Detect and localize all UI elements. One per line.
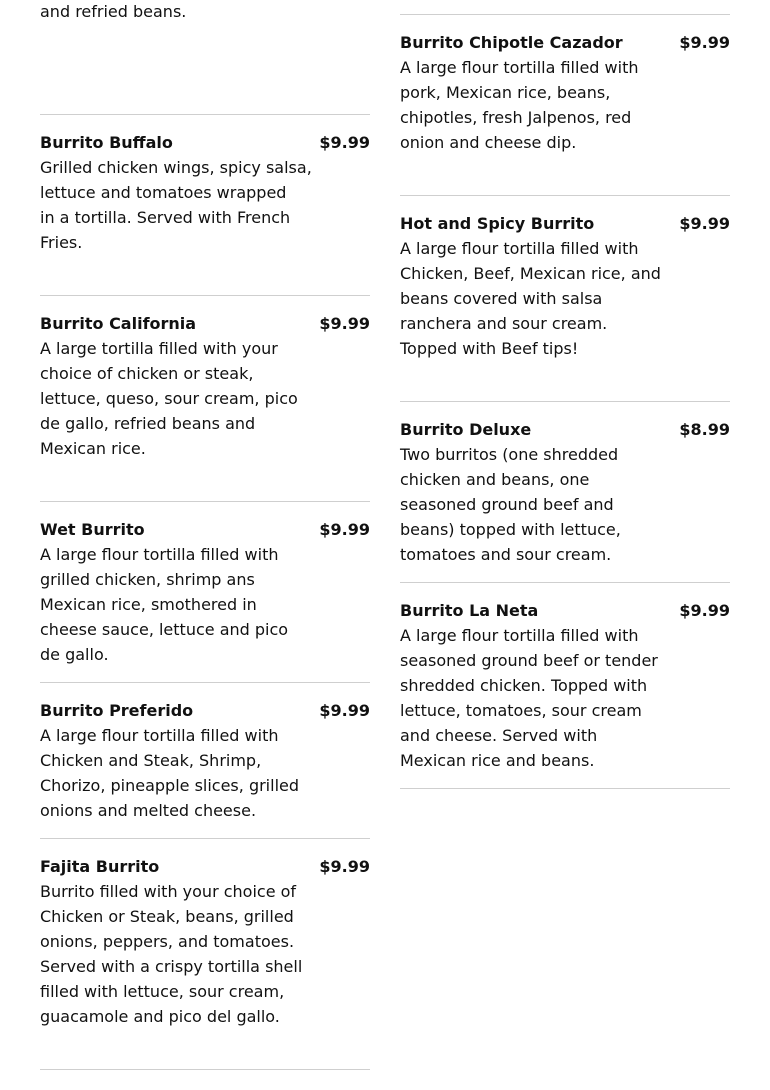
item-name: Burrito La Neta — [400, 601, 539, 620]
item-name: Burrito Preferido — [40, 701, 194, 720]
menu-item-burrito-deluxe — [400, 401, 730, 567]
menu-item-hot-and-spicy-burrito — [400, 195, 730, 361]
item-price: $9.99 — [679, 214, 730, 233]
item-name: Burrito Chipotle Cazador — [400, 33, 623, 52]
item-description: A large tortilla filled with your choice of chicken or steak, lettuce, queso, sour cream, pico de gallo, refried beans and Mexican rice. — [40, 339, 298, 458]
menu-item-burrito-preferido — [40, 682, 370, 823]
item-name: Fajita Burrito — [40, 857, 160, 876]
menu-item-burrito-chipotle-cazador — [400, 14, 730, 155]
item-name: Wet Burrito — [40, 520, 145, 539]
item-description-partial: and refried beans. — [40, 2, 187, 21]
item-description: A large flour tortilla filled with pork, Mexican rice, beans, chipotles, fresh Jalpenos, red onion and cheese dip. — [400, 58, 639, 152]
item-price: $9.99 — [679, 33, 730, 52]
item-price: $8.99 — [679, 420, 730, 439]
item-price: $9.99 — [319, 520, 370, 539]
menu-item-burrito-buffalo — [40, 114, 370, 255]
divider — [40, 1069, 370, 1070]
item-description: A large flour tortilla filled with Chicken and Steak, Shrimp, Chorizo, pineapple slices, grilled onions and melted cheese. — [40, 726, 300, 820]
item-description: Two burritos (one shredded chicken and beans, one seasoned ground beef and beans) topped with lettuce, tomatoes and sour cream. — [400, 445, 621, 564]
menu-item-fajita-burrito — [40, 838, 370, 1029]
menu-item-burrito-california — [40, 295, 370, 461]
item-description: A large flour tortilla filled with grilled chicken, shrimp ans Mexican rice, smothered in cheese sauce, lettuce and pico de gallo. — [40, 545, 289, 664]
item-description: Grilled chicken wings, spicy salsa, lettuce and tomatoes wrapped in a tortilla. Served with French Fries. — [40, 158, 312, 252]
menu-item-wet-burrito — [40, 501, 370, 667]
item-description: Burrito filled with your choice of Chicken or Steak, beans, grilled onions, peppers, and tomatoes. Served with a crispy tortilla shell filled with lettuce, sour cream, guacamole and pico del gallo. — [40, 882, 303, 1026]
item-price: $9.99 — [319, 701, 370, 720]
item-name: Burrito California — [40, 314, 197, 333]
item-description: A large flour tortilla filled with Chicken, Beef, Mexican rice, and beans covered with salsa ranchera and sour cream. Topped with Beef tips! — [400, 239, 661, 358]
item-name: Burrito Deluxe — [400, 420, 532, 439]
item-price: $9.99 — [319, 133, 370, 152]
item-description: A large flour tortilla filled with seasoned ground beef or tender shredded chicken. Topped with lettuce, tomatoes, sour cream and cheese. Served with Mexican rice and beans. — [400, 626, 658, 770]
item-price: $9.99 — [319, 314, 370, 333]
menu-item-burrito-la-neta — [400, 582, 730, 773]
item-name: Hot and Spicy Burrito — [400, 214, 595, 233]
item-price: $9.99 — [319, 857, 370, 876]
item-price: $9.99 — [679, 601, 730, 620]
item-name: Burrito Buffalo — [40, 133, 173, 152]
divider — [400, 788, 730, 789]
